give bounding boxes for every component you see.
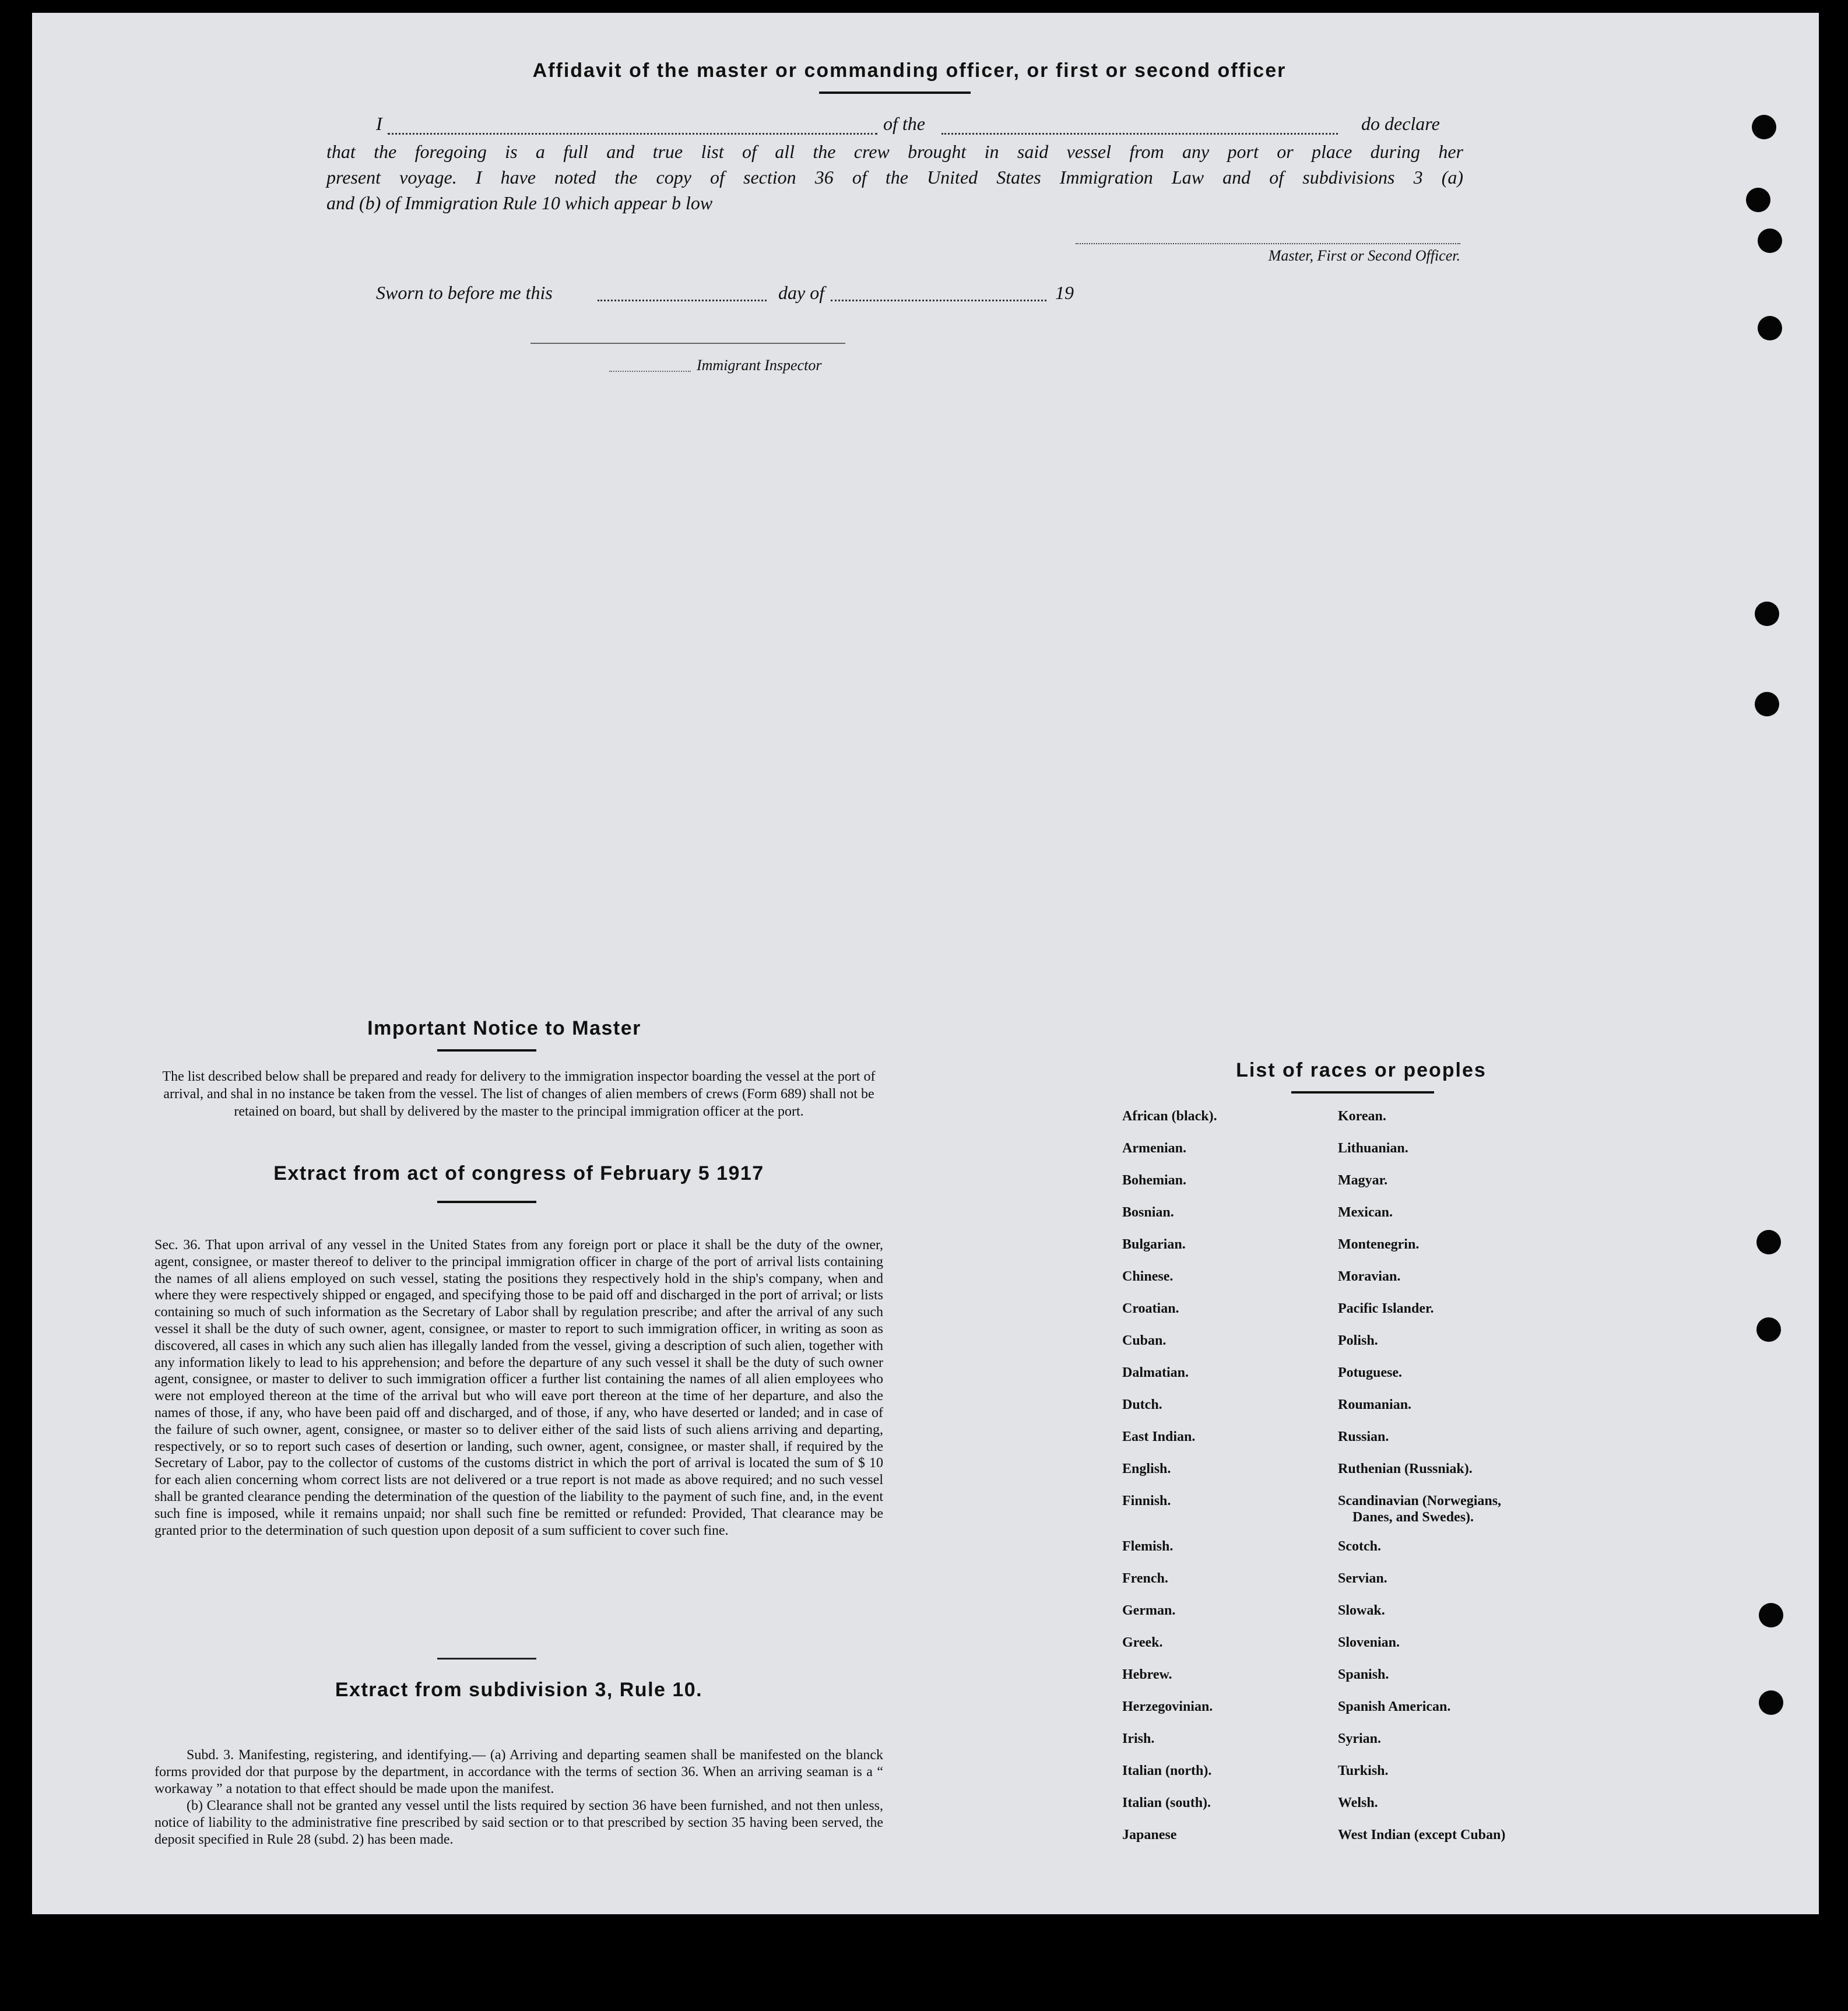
race-item: Herzegovinian.: [1122, 1699, 1213, 1714]
race-item: Bosnian.: [1122, 1205, 1174, 1220]
affidavit-line-2: that the foregoing is a full and true list of all the crew brought in said vessel from any port or place during her: [326, 141, 1463, 162]
race-item: Syrian.: [1338, 1731, 1382, 1746]
race-item: Roumanian.: [1338, 1397, 1412, 1412]
notice-text: The list described below shall be prepared and ready for delivery to the immigration inspector boarding the vessel at the port of arrival, and shal in no instance be taken from the vessel. The list of changes of alien members of crews (Form 689) shall not be retained on board, but shall by delivered by the master to the principal immigration officer at the port.: [162, 1069, 876, 1119]
punch-hole: [1755, 602, 1779, 626]
race-item: Spanish.: [1338, 1667, 1389, 1682]
punch-hole: [1758, 228, 1782, 253]
race-item: Bohemian.: [1122, 1173, 1187, 1188]
race-item: Dutch.: [1122, 1397, 1162, 1412]
race-item: African (black).: [1122, 1109, 1217, 1124]
race-item: Bulgarian.: [1122, 1237, 1186, 1252]
inspector-signature-line: [530, 343, 845, 344]
notice-underline: [437, 1049, 536, 1052]
name-blank: [388, 133, 877, 135]
punch-hole: [1746, 188, 1770, 212]
sworn-year: 19: [1055, 282, 1074, 303]
race-item: Hebrew.: [1122, 1667, 1172, 1682]
race-item: East Indian.: [1122, 1429, 1196, 1444]
race-item: French.: [1122, 1571, 1168, 1586]
act-extract-title: Extract from act of congress of February 5 1917: [273, 1162, 764, 1184]
affidavit-title: Affidavit of the master or commanding officer, or first or second officer: [532, 59, 1287, 82]
race-item: Korean.: [1338, 1109, 1386, 1124]
race-item: Pacific Islander.: [1338, 1301, 1434, 1316]
race-item: West Indian (except Cuban): [1338, 1827, 1506, 1843]
rule-extract-title: Extract from subdivision 3, Rule 10.: [335, 1679, 703, 1701]
punch-hole: [1758, 316, 1782, 340]
race-item: Servian.: [1338, 1571, 1387, 1586]
punch-hole: [1755, 692, 1779, 716]
punch-hole: [1752, 115, 1776, 139]
word-of-the: of the: [883, 113, 925, 134]
race-item: Ruthenian (Russniak).: [1338, 1461, 1473, 1476]
race-item: Italian (south).: [1122, 1795, 1211, 1810]
race-item: Irish.: [1122, 1731, 1155, 1746]
race-item: Potuguese.: [1338, 1365, 1402, 1380]
race-item: Slowak.: [1338, 1603, 1385, 1618]
punch-hole: [1756, 1230, 1781, 1254]
race-item: Greek.: [1122, 1635, 1163, 1650]
race-item: Montenegrin.: [1338, 1237, 1420, 1252]
race-item: Turkish.: [1338, 1763, 1389, 1778]
sworn-day-of: day of: [778, 282, 825, 303]
races-underline: [1291, 1091, 1434, 1094]
race-item: Armenian.: [1122, 1141, 1186, 1156]
race-item: Lithuanian.: [1338, 1141, 1408, 1156]
affidavit-line-4: and (b) of Immigration Rule 10 which appear b low: [326, 192, 713, 213]
race-item: English.: [1122, 1461, 1171, 1476]
sworn-prefix: Sworn to before me this: [376, 282, 553, 303]
race-item: Scandinavian (Norwegians,: [1338, 1493, 1502, 1509]
affidavit-declaration-line: [376, 113, 1463, 139]
race-item: Welsh.: [1338, 1795, 1378, 1810]
race-item: Polish.: [1338, 1333, 1378, 1348]
punch-hole: [1759, 1603, 1783, 1627]
notice-title: Important Notice to Master: [367, 1017, 641, 1039]
race-item: Finnish.: [1122, 1493, 1171, 1509]
race-item: Chinese.: [1122, 1269, 1174, 1284]
race-item: Dalmatian.: [1122, 1365, 1189, 1380]
punch-hole: [1756, 1317, 1781, 1342]
race-item: Danes, and Swedes).: [1352, 1510, 1474, 1525]
race-item: Slovenian.: [1338, 1635, 1400, 1650]
act-extract-underline: [437, 1201, 536, 1203]
punch-hole: [1759, 1690, 1783, 1715]
signature-caption: Master, First or Second Officer.: [1268, 247, 1460, 264]
race-item: Flemish.: [1122, 1539, 1174, 1554]
affidavit-line-3: present voyage. I have noted the copy of section 36 of the United States Immigration Law and of subdivisions 3 (a): [326, 167, 1463, 188]
rule-paragraph-b: (b) Clearance shall not be granted any vessel until the lists required by section 36 have been furnished, and not then unless, notice of liability to the administrative fine prescribed by said section or to that prescribed by section 35 having been served, the deposit specified in Rule 28 (subd. 2) has been made.: [154, 1798, 883, 1847]
race-item: Magyar.: [1338, 1173, 1388, 1188]
sworn-line: [376, 282, 553, 304]
race-item: Moravian.: [1338, 1269, 1401, 1284]
title-underline: [819, 92, 971, 94]
document-page: [32, 13, 1819, 1914]
race-item: Mexican.: [1338, 1205, 1393, 1220]
inspector-caption: Immigrant Inspector: [697, 357, 822, 374]
race-item: German.: [1122, 1603, 1176, 1618]
race-item: Italian (north).: [1122, 1763, 1212, 1778]
sworn-date-blank: [598, 300, 767, 301]
inspector-dotted-line: [609, 371, 691, 372]
signature-line: [1076, 243, 1460, 244]
act-extract-text: Sec. 36. That upon arrival of any vessel in the United States from any foreign port or place it shall be the duty of the owner, agent, consignee, or master thereof to deliver to the principal immigration officer in charge of the port of arrival lists containing the names of all aliens employed on such vessel, stating the positions they respectively hold in the ship's company, when and where they were respectively shipped or engaged, and specifying those to be paid off and discharged in the port of arrival; or lists containing so much of such information as the Secretary of Labor shall by regulation prescribe; and after the arrival of any such vessel it shall be the duty of such owner, agent, consignee, or master to report to such immigration officer, in writing as soon as discovered, all cases in which any such alien has illegally landed from the vessel, giving a description of such alien, together with any information likely to lead to his apprehension; and before the departure of any such vessel it shall be the duty of such owner agent, consignee, or master to deliver to such immigration officer a further list containing the names of all alien employees who were not employed thereon at the time of the arrival but who will eave port thereon at the time of her departure, and also the names of those, if any, who have been paid off and discharged, and of those, if any, who have deserted or landed; and in case of the failure of such owner, agent, consignee, or master so to deliver either of the said lists of such aliens arriving and departing, respectively, or so to report such cases of desertion or landing, such owner, agent, consignee, or master shall, if required by the Secretary of Labor, pay to the collector of customs of the customs district in which the port of arrival is located the sum of $ 10 for each alien concerning whom correct lists are not delivered or a true report is not made as above required; and no such vessel shall be granted clearance pending the determination of the question of the liability to the payment of such fine, and, in the event such fine is imposed, while it remains unpaid; nor shall such fine be remitted or refunded: Provided, That clearance may be granted prior to the determination of such question upon deposit of a sum sufficient to cover such fine.: [154, 1237, 883, 1538]
rule-extract-text: [154, 1747, 883, 1848]
vessel-blank: [941, 133, 1338, 135]
race-item: Spanish American.: [1338, 1699, 1451, 1714]
races-title: List of races or peoples: [1236, 1059, 1487, 1081]
race-item: Japanese: [1122, 1827, 1177, 1843]
race-item: Scotch.: [1338, 1539, 1381, 1554]
race-item: Croatian.: [1122, 1301, 1179, 1316]
section-divider: [437, 1658, 536, 1660]
rule-paragraph-a: Subd. 3. Manifesting, registering, and identifying.— (a) Arriving and departing seamen shall be manifested on the blanck forms provided dor that purpose by the department, in accordance with the terms of section 36. When an arriving seaman is a “ workaway ” a notation to that effect should be made upon the manifest.: [154, 1748, 883, 1796]
word-do-declare: do declare: [1361, 113, 1440, 134]
race-item: Cuban.: [1122, 1333, 1167, 1348]
word-i: I: [376, 113, 382, 134]
sworn-month-blank: [831, 300, 1046, 301]
race-item: Russian.: [1338, 1429, 1389, 1444]
